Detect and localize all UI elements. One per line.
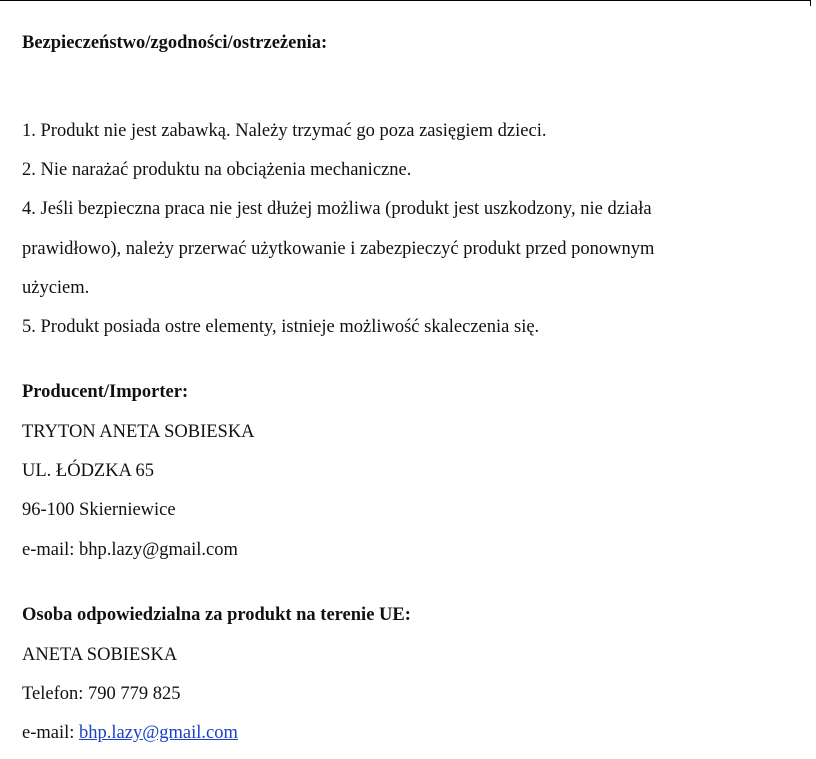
responsible-email-link[interactable]: bhp.lazy@gmail.com: [79, 723, 238, 743]
safety-item-4-line-1: 4. Jeśli bezpieczna praca nie jest dłużej możliwa (produkt jest uszkodzony, nie działa: [22, 199, 652, 219]
producer-name: TRYTON ANETA SOBIESKA: [22, 422, 255, 442]
safety-item-2: 2. Nie narażać produktu na obciążenia mechaniczne.: [22, 160, 412, 180]
safety-item-4-line-2: prawidłowo), należy przerwać użytkowanie i zabezpieczyć produkt przed ponownym: [22, 239, 655, 259]
producer-email: e-mail: bhp.lazy@gmail.com: [22, 540, 238, 560]
responsible-name: ANETA SOBIESKA: [22, 645, 178, 665]
responsible-email-row: [22, 722, 238, 744]
responsible-heading: Osoba odpowiedzialna za produkt na terenie UE:: [22, 605, 411, 625]
producer-city: 96-100 Skierniewice: [22, 500, 176, 520]
producer-heading: Producent/Importer:: [22, 382, 189, 402]
top-border: [0, 0, 810, 1]
safety-item-4-line-3: użyciem.: [22, 278, 90, 298]
responsible-phone: Telefon: 790 779 825: [22, 684, 181, 704]
safety-item-5: 5. Produkt posiada ostre elementy, istnieje możliwość skaleczenia się.: [22, 317, 540, 337]
responsible-email-label: e-mail:: [22, 723, 80, 743]
safety-item-1: 1. Produkt nie jest zabawką. Należy trzymać go poza zasięgiem dzieci.: [22, 121, 547, 141]
safety-heading: Bezpieczeństwo/zgodności/ostrzeżenia:: [22, 33, 328, 53]
right-border-stub: [810, 0, 811, 6]
producer-street: UL. ŁÓDZKA 65: [22, 461, 155, 481]
